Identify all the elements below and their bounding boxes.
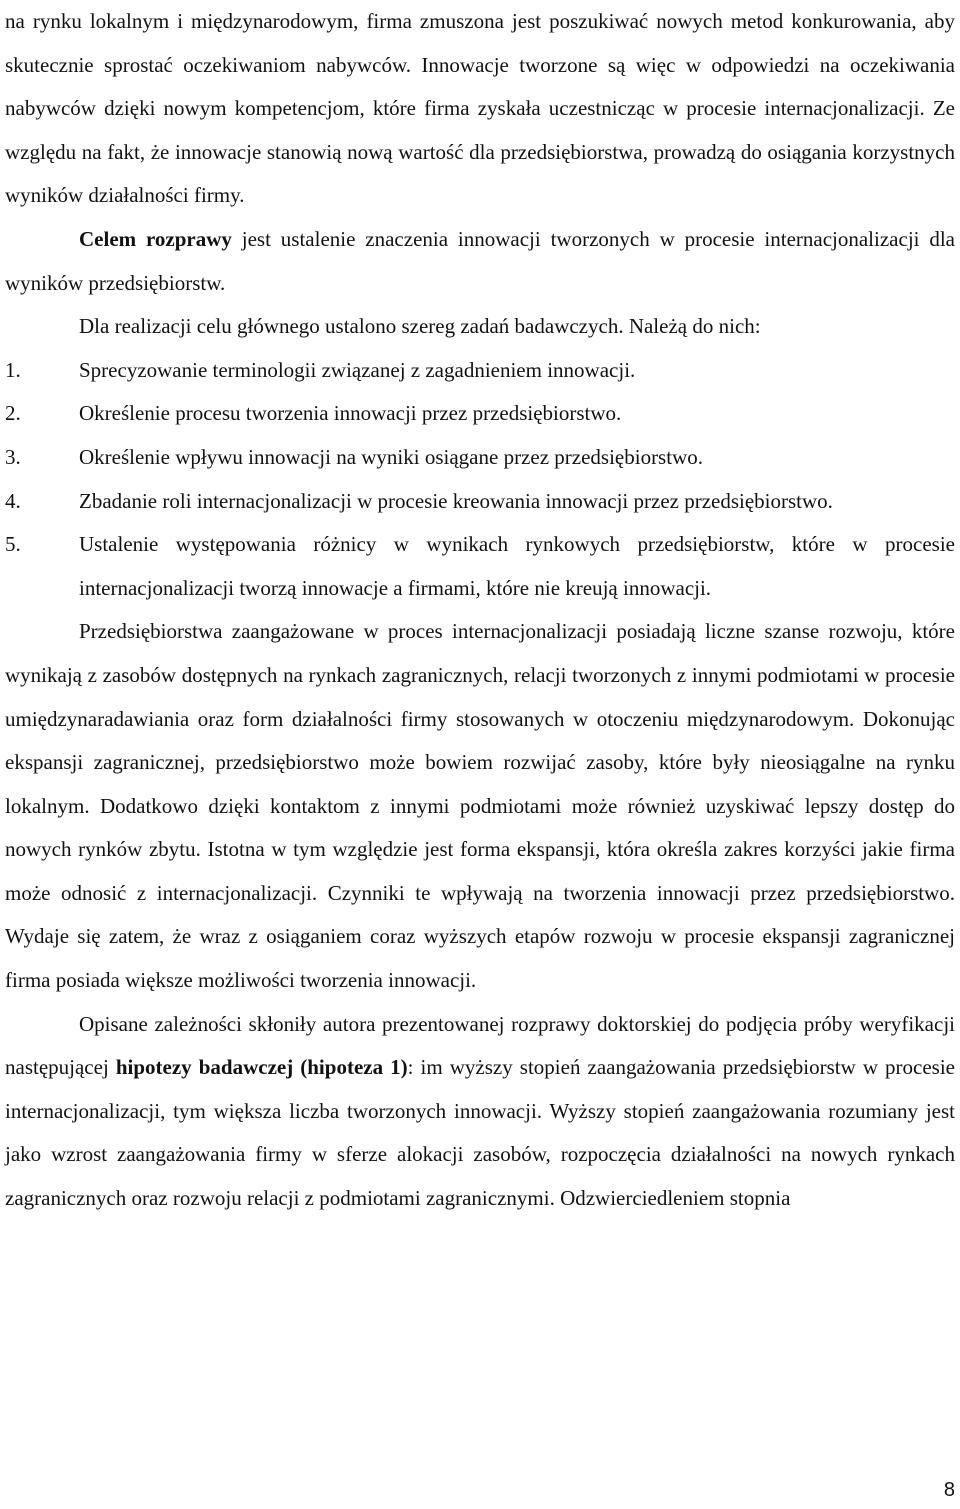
list-item-text: Określenie wpływu innowacji na wyniki osiągane przez przedsiębiorstwo. [79, 444, 703, 469]
list-item [5, 480, 955, 524]
hypothesis-number: 1 [390, 1055, 401, 1080]
document-page [5, 0, 955, 1221]
list-item-number: 1. [5, 357, 21, 382]
aim-text: jest ustalenie znaczenia innowacji tworzonych w procesie internacjonalizacji dla wyników przedsiębiorstw. [5, 226, 955, 295]
hypothesis-label: hipotezy badawczej (hipoteza [115, 1055, 391, 1080]
paragraph-intro: na rynku lokalnym i międzynarodowym, firma zmuszona jest poszukiwać nowych metod konkurowania, aby skutecznie sprostać oczekiwaniom nabywców. Innowacje tworzone są więc w odpowiedzi na oczekiwania nabywców dzięki nowym kompetencjom, które firma zyskała uczestnicząc w procesie internacjonalizacji. Ze względu na fakt, że innowacje stanowią nową wartość dla przedsiębiorstwa, prowadzą do osiągania korzystnych wyników działalności firmy. [5, 9, 955, 208]
list-item-number: 3. [5, 444, 21, 469]
paragraph-aim [5, 218, 955, 305]
list-item-text: Określenie procesu tworzenia innowacji przez przedsiębiorstwo. [79, 401, 622, 426]
research-tasks-list [5, 349, 955, 611]
paragraph-tasks-intro: Dla realizacji celu głównego ustalono szereg zadań badawczych. Należą do nich: [79, 314, 761, 339]
list-item-number: 2. [5, 401, 21, 426]
list-item-text: Sprecyzowanie terminologii związanej z zagadnieniem innowacji. [79, 357, 636, 382]
hypothesis-text: : im wyższy stopień zaangażowania przedsiębiorstw w procesie internacjonalizacji, tym większa liczba tworzonych innowacji. Wyższy stopień zaangażowania rozumiany jest jako wzrost zaangażowania firmy w sferze alokacji zasobów, rozpoczęcia działalności na nowych rynkach zagranicznych oraz rozwoju relacji z podmiotami zagranicznymi. Odzwierciedleniem stopnia [5, 1055, 955, 1211]
list-item [5, 523, 955, 610]
aim-label: Celem rozprawy [79, 226, 232, 251]
list-item [5, 392, 955, 436]
list-item-text: Ustalenie występowania różnicy w wynikach rynkowych przedsiębiorstw, które w procesie internacjonalizacji tworzą innowacje a firmami, które nie kreują innowacji. [79, 532, 955, 600]
list-item [5, 349, 955, 393]
hypothesis-lead: Opisane zależności skłoniły autora prezentowanej rozprawy doktorskiej do podjęcia próby weryfikacji następującej [5, 1011, 955, 1080]
list-item-number: 5. [5, 532, 21, 557]
list-item-text: Zbadanie roli internacjonalizacji w procesie kreowania innowacji przez przedsiębiorstwo. [79, 488, 833, 513]
paragraph-hypothesis [5, 1003, 955, 1221]
list-item [5, 436, 955, 480]
page-number: 8 [943, 1479, 955, 1501]
paragraph-internationalization: Przedsiębiorstwa zaangażowane w proces internacjonalizacji posiadają liczne szanse rozwoju, które wynikają z zasobów dostępnych na rynkach zagranicznych, relacji tworzonych z innymi podmiotami w procesie umiędzynaradawiania oraz form działalności firmy stosowanych w otoczeniu międzynarodowym. Dokonując ekspansji zagranicznej, przedsiębiorstwo może bowiem rozwijać zasoby, które były nieosiągalne na rynku lokalnym. Dodatkowo dzięki kontaktom z innymi podmiotami może również uzyskiwać lepszy dostęp do nowych rynków zbytu. Istotna w tym względzie jest forma ekspansji, która określa zakres korzyści jakie firma może odnosić z internacjonalizacji. Czynniki te wpływają na tworzenia innowacji przez przedsiębiorstwo. Wydaje się zatem, że wraz z osiąganiem coraz wyższych etapów rozwoju w procesie ekspansji zagranicznej firma posiada większe możliwości tworzenia innowacji. [5, 619, 955, 993]
hypothesis-label-close: ) [400, 1055, 408, 1080]
list-item-number: 4. [5, 488, 21, 513]
